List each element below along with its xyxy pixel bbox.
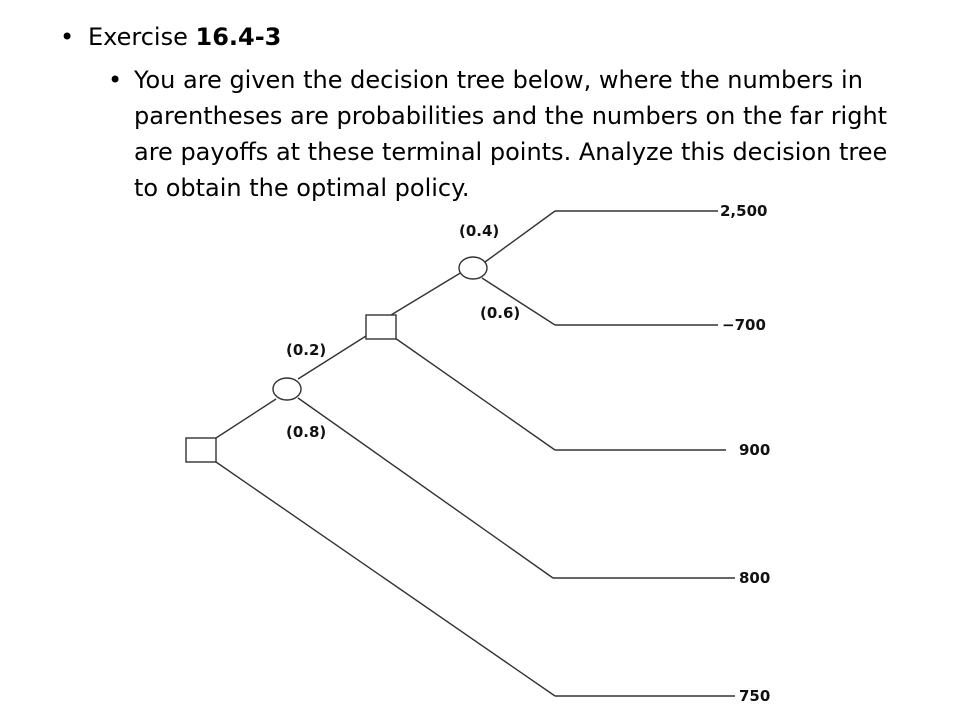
payoff-label: −700: [722, 316, 766, 334]
probability-label: (0.8): [286, 423, 327, 441]
branch-decision1-to-payoff-750: [216, 462, 555, 696]
probability-label: (0.6): [480, 304, 521, 322]
heading-prefix: Exercise: [88, 23, 196, 51]
chance-node-2: [459, 257, 487, 279]
branch-decision1-to-chance1: [216, 399, 276, 438]
exercise-number: 16.4-3: [195, 23, 282, 51]
payoff-label: 750: [739, 687, 771, 705]
bullet-dot: •: [60, 23, 75, 51]
branch-decision2-to-payoff-900: [395, 338, 555, 450]
payoff-label: 900: [739, 441, 771, 459]
payoff-label: 2,500: [720, 202, 768, 220]
probability-label: (0.2): [286, 341, 327, 359]
probability-label: (0.4): [459, 222, 500, 240]
decision-node-2: [366, 315, 396, 339]
decision-node-1: [186, 438, 216, 462]
bullet-dot: •: [108, 66, 123, 94]
description-text: You are given the decision tree below, where the numbers in parentheses are probabilities and the numbers on the far right are payoffs at these terminal points. Analyze this decision tree to obtain the optimal policy.: [134, 66, 888, 202]
payoff-label: 800: [739, 569, 771, 587]
branch-decision2-to-chance2: [391, 272, 462, 315]
branch-chance1-to-payoff-800: [298, 398, 553, 578]
chance-node-1: [273, 378, 301, 400]
